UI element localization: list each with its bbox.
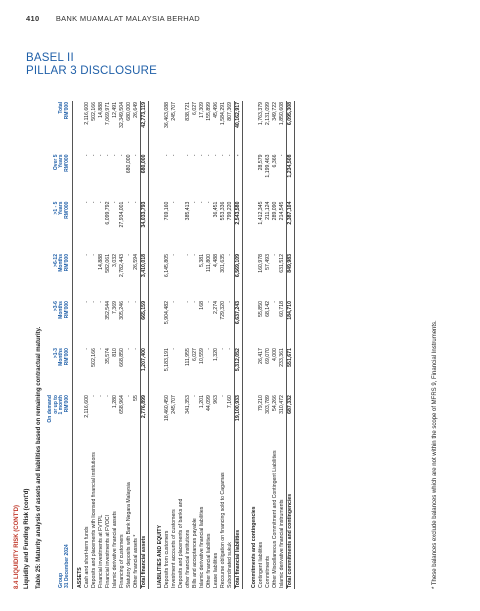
table-cell: - [98, 395, 105, 397]
table-cell [153, 394, 164, 449]
table-row [84, 101, 91, 589]
table-cell: 68,142 [265, 301, 272, 317]
table-cell: - [192, 301, 199, 303]
table-cell: 35,574 [105, 348, 112, 364]
table-cell: 2,116,600 [84, 102, 91, 125]
row-label: other financial institutions [185, 529, 192, 588]
table-cell: - [279, 154, 286, 157]
table-cell: - [91, 201, 98, 204]
table-cell: - [213, 154, 220, 157]
table-row [126, 101, 133, 589]
table-cell: 26,594 [133, 254, 140, 270]
table-cell [73, 253, 85, 300]
column-header: >1 - 5 Years RM'000 [48, 201, 73, 253]
table-cell: 2,387,104 [287, 201, 295, 253]
table-cell: 502,166 [91, 102, 98, 121]
section-heading: 8.4 LIQUIDITY RISK (CONT'D) [14, 505, 20, 589]
row-label: Contingent liabilities [258, 541, 265, 588]
table-row [73, 101, 85, 589]
table-cell: - [133, 348, 140, 350]
title-line-2: PILLAR 3 DISCLOSURE [26, 65, 157, 77]
table-cell: 849,983 [287, 253, 295, 300]
table-cell: 5,904,482 [164, 301, 171, 325]
table-cell [178, 300, 185, 347]
table-row [171, 101, 178, 589]
table-cell: 168 [199, 301, 206, 310]
row-label: Recourse obligation on financing sold to Cagamas [220, 472, 227, 588]
table-cell: 2,782,443 [119, 254, 126, 278]
table-cell [153, 300, 164, 347]
table-cell: - [227, 301, 234, 303]
maturity-table [48, 101, 295, 589]
table-cell: 1,280 [112, 395, 119, 409]
table-cell: 352,544 [105, 301, 112, 320]
table-cell: 680,000 [126, 154, 133, 174]
table-cell: 301,635 [220, 254, 227, 273]
table-cell: - [119, 154, 126, 157]
table-cell [247, 253, 258, 300]
column-header: >6-12 Months RM'000 [48, 253, 73, 300]
table-cell [153, 101, 164, 154]
table-row [213, 101, 220, 589]
table-cell: 1,201 [199, 395, 206, 409]
table-cell: 2,274 [213, 301, 220, 315]
table-cell: - [206, 348, 213, 350]
table-cell: - [220, 348, 227, 350]
table-cell: 2,131,099 [265, 102, 272, 126]
footnote: * These balances exclude balances which are not within the scope of MFRS 9, Financial Instruments. [432, 320, 438, 589]
document-title [26, 52, 157, 78]
table-cell: - [171, 154, 178, 157]
row-label: Commitments [265, 556, 272, 588]
table-cell: - [220, 154, 227, 157]
table-row [206, 101, 213, 589]
table-cell: - [84, 348, 91, 350]
table-cell [153, 253, 164, 300]
table-row [178, 101, 185, 589]
column-header: >1-3 Months RM'000 [48, 347, 73, 394]
table-cell: 7,369 [112, 301, 119, 315]
table-cell: 680,000 [126, 102, 133, 121]
table-cell: 45,496 [213, 102, 220, 118]
table-cell: - [133, 201, 140, 204]
table-cell: 658,964 [119, 395, 126, 414]
table-cell: - [112, 154, 119, 157]
table-row [185, 101, 192, 589]
table-cell: 5,183,191 [164, 348, 171, 372]
table-cell: 55 [133, 395, 140, 401]
table-cell [73, 300, 85, 347]
table-cell: 3,410,018 [141, 253, 149, 300]
table-cell: 1,199,463 [265, 154, 272, 178]
table-cell: - [206, 154, 213, 157]
table-row [91, 101, 98, 589]
table-cell: 341,353 [185, 395, 192, 414]
table-cell: - [126, 201, 133, 204]
table-cell [153, 347, 164, 394]
table-body [73, 101, 295, 589]
column-header: >3-6 Months RM'000 [48, 300, 73, 347]
table-cell: - [98, 154, 105, 157]
table-cell: 6,145,805 [164, 254, 171, 278]
table-cell: 245,707 [171, 102, 178, 121]
row-label: Statutory deposits with Bank Negara Malaysia [126, 482, 133, 588]
table-cell: 2,543,580 [235, 201, 243, 253]
table-cell: 44,099 [206, 395, 213, 411]
table-row [220, 101, 227, 589]
table-cell: 551,671 [287, 347, 295, 394]
table-cell: - [272, 254, 279, 256]
table-cell: 7,160 [227, 395, 234, 409]
table-cell: 26,649 [133, 102, 140, 118]
row-label: Cash and short-term funds [84, 526, 91, 588]
title-line-1: BASEL II [26, 52, 74, 64]
table-cell [247, 154, 258, 201]
page-number: 410 [26, 14, 40, 23]
table-row [153, 101, 164, 589]
table-cell: 1,850,608 [279, 102, 286, 126]
table-cell: 79,210 [258, 395, 265, 411]
table-cell: 19,100,933 [235, 394, 243, 449]
table-row [279, 101, 287, 589]
row-label: Other financial liabilities [206, 533, 213, 588]
table-cell: 6,637,243 [235, 300, 243, 347]
table-cell: - [98, 201, 105, 204]
table-cell [73, 201, 85, 253]
table-cell: 310,472 [279, 395, 286, 414]
row-label: Financial investments at FVOCI [105, 515, 112, 588]
table-row [192, 101, 199, 589]
table-cell [73, 101, 85, 154]
table-cell: 665,159 [141, 300, 149, 347]
table-title: Table 25: Maturity analysis of assets and liabilities based on remaining contractual maturity. [36, 326, 42, 589]
table-cell: - [185, 154, 192, 157]
table-cell: - [192, 154, 199, 157]
table-cell: - [84, 154, 91, 157]
table-cell: - [84, 201, 91, 204]
table-cell: - [272, 301, 279, 303]
table-cell: 184,710 [287, 300, 295, 347]
table-cell: 4,000 [272, 348, 279, 362]
table-cell: 3,032 [112, 254, 119, 267]
row-label: Lease liabilities [213, 552, 220, 588]
table-cell: 26,417 [258, 348, 265, 364]
table-cell: 111,955 [185, 348, 192, 367]
table-cell [153, 154, 164, 201]
table-cell: - [171, 201, 178, 204]
column-header: Group 31 December 2024 [48, 449, 73, 589]
table-row [164, 101, 171, 589]
table-cell [178, 201, 185, 253]
table-cell: 1,234,508 [287, 154, 295, 201]
table-cell: 838,721 [185, 102, 192, 121]
row-label: Financing of customers [119, 534, 126, 588]
table-row [133, 101, 141, 589]
table-row [272, 101, 279, 589]
table-cell: - [164, 154, 171, 157]
table-cell: 12,491 [112, 102, 119, 118]
table-cell [73, 154, 85, 201]
table-cell: 1,207,400 [141, 347, 149, 394]
table-cell: 7,069,971 [105, 102, 112, 126]
table-cell: 54,266 [272, 395, 279, 411]
row-label: LIABILITIES AND EQUITY [157, 525, 164, 588]
table-cell: 233,361 [279, 348, 286, 367]
table-cell: 6,099,792 [105, 201, 112, 225]
table-cell: - [185, 301, 192, 303]
table-cell: 160,978 [258, 254, 265, 273]
table-cell: 553,336 [220, 201, 227, 221]
table-cell: 245,707 [171, 395, 178, 414]
table-cell [247, 300, 258, 347]
section-subheading: Liquidity and Funding Risk (cont'd) [24, 488, 30, 589]
table-cell: 17,309 [199, 102, 206, 118]
row-label: Total financial liabilities [235, 449, 243, 589]
table-cell: - [171, 254, 178, 256]
table-cell: - [199, 201, 206, 204]
table-cell: 1,320 [213, 348, 220, 362]
column-header: Total RM'000 [48, 101, 73, 154]
table-cell: 57,493 [265, 254, 272, 270]
table-row [265, 101, 272, 589]
table-cell: 1,584,291 [220, 102, 227, 126]
table-row [235, 101, 243, 589]
table-cell: 6,569,109 [235, 253, 243, 300]
row-label: Islamic derivative financial instruments [279, 499, 286, 588]
table-cell: 14,888 [98, 102, 105, 118]
table-cell: - [220, 395, 227, 397]
table-cell [247, 101, 258, 154]
table-cell: 55,850 [258, 301, 265, 317]
table-cell [247, 394, 258, 449]
table-cell: - [199, 154, 206, 157]
table-cell: 680,000 [141, 154, 149, 201]
table-row [141, 101, 149, 589]
row-label: Total commitments and contingencies [287, 449, 295, 589]
table-cell [73, 394, 85, 449]
table-cell: 32,349,504 [119, 102, 126, 128]
table-cell: 6,027 [192, 348, 199, 362]
row-label: Other Miscellaneous Commitment and Contingent Liabilities [272, 450, 279, 588]
row-label: Subordinated sukuk [227, 542, 234, 588]
row-label: Islamic derivative financial assets [112, 511, 119, 588]
table-cell: 10,559 [199, 348, 206, 364]
table-cell: 963 [213, 395, 220, 404]
table-cell: 799,220 [227, 201, 234, 221]
table-cell: 2,116,600 [84, 395, 91, 418]
row-label: Other financial assets * [133, 534, 140, 588]
table-cell: 631,512 [279, 254, 286, 273]
row-label: Commitments and contingencies [251, 506, 258, 588]
table-cell [178, 253, 185, 300]
table-cell: - [98, 301, 105, 303]
table-cell: 289,090 [272, 201, 279, 221]
table-cell [178, 347, 185, 394]
row-label: Islamic derivative financial liabilities [199, 506, 206, 588]
table-cell: - [126, 254, 133, 256]
table-cell [178, 154, 185, 201]
table-cell: 214,545 [279, 201, 286, 221]
table-cell: - [192, 395, 199, 397]
table-cell [178, 394, 185, 449]
table-cell: 34,033,793 [141, 201, 149, 253]
table-cell: 349,722 [272, 102, 279, 121]
table-cell: 42,773,119 [141, 101, 149, 154]
table-cell: 668,850 [119, 348, 126, 367]
table-row [105, 101, 112, 589]
row-label: Deposits and placements of banks and [178, 498, 185, 588]
table-cell: - [192, 201, 199, 204]
table-cell: 303,789 [265, 395, 272, 414]
table-cell: - [98, 348, 105, 350]
table-cell: - [126, 348, 133, 350]
table-cell: - [91, 301, 98, 303]
table-cell [178, 101, 185, 154]
table-cell [153, 201, 164, 253]
table-cell: - [91, 254, 98, 256]
table-cell: - [227, 254, 234, 256]
table-cell: 1,412,345 [258, 201, 265, 225]
row-label: Bills and acceptances payable [192, 518, 199, 588]
table-cell: - [171, 348, 178, 350]
table-cell [73, 347, 85, 394]
table-cell: - [227, 348, 234, 350]
table-cell: 4,488 [213, 254, 220, 267]
table-cell [247, 201, 258, 253]
table-header-row [48, 101, 73, 589]
column-header: Over 5 Years RM'000 [48, 154, 73, 201]
rotated-table-area [14, 95, 454, 595]
table-cell: - [126, 301, 133, 303]
table-cell: 36,451 [213, 201, 220, 218]
table-cell: 810 [112, 348, 119, 357]
table-cell: 729,320 [220, 301, 227, 320]
row-label: Deposits and placements with licensed financial institutions [91, 452, 98, 588]
table-cell: - [171, 301, 178, 303]
table-cell: 687,332 [287, 394, 295, 449]
table-cell: 111,800 [206, 254, 213, 272]
table-cell: 27,934,001 [119, 201, 126, 228]
table-cell: 5,312,052 [235, 347, 243, 394]
table-cell: 14,888 [98, 254, 105, 270]
table-cell: 155,899 [206, 102, 213, 121]
table-cell: 6,095,308 [287, 101, 295, 154]
table-cell: - [133, 154, 140, 157]
table-row [287, 101, 295, 589]
table-cell: 385,413 [185, 201, 192, 221]
table-cell: - [235, 154, 243, 201]
table-cell: 28,579 [258, 154, 265, 171]
table-cell: - [112, 201, 119, 204]
table-cell: - [105, 395, 112, 397]
table-row [119, 101, 126, 589]
table-cell: - [91, 154, 98, 157]
table-cell: 69,070 [265, 348, 272, 364]
table-row [98, 101, 105, 589]
table-cell: 769,160 [164, 201, 171, 221]
table-cell: 36,463,088 [164, 102, 171, 128]
table-cell: - [84, 301, 91, 303]
table-cell: 211,124 [265, 201, 272, 220]
table-cell: - [185, 254, 192, 256]
table-cell: 6,027 [192, 102, 199, 115]
row-label: ASSETS [77, 567, 84, 588]
table-cell: - [91, 395, 98, 397]
bank-name: BANK MUAMALAT MALAYSIA BERHAD [55, 14, 200, 23]
table-cell: - [126, 395, 133, 397]
table-row [112, 101, 119, 589]
table-cell: 807,369 [227, 102, 234, 121]
table-cell: 502,166 [91, 348, 98, 367]
table-cell: 305,246 [119, 301, 126, 320]
table-cell: 582,061 [105, 254, 112, 273]
table-cell: 1,763,379 [258, 102, 265, 126]
row-label: Deposits from customers [164, 530, 171, 588]
row-label: Investment accounts of customers [171, 509, 178, 588]
row-label: Total financial assets [141, 449, 149, 589]
table-cell: 18,460,450 [164, 395, 171, 422]
table-cell: 5,381 [199, 254, 206, 267]
page-header [26, 14, 200, 23]
table-cell [247, 347, 258, 394]
table-row [199, 101, 206, 589]
table-cell: - [105, 154, 112, 157]
table-cell: 40,162,917 [235, 101, 243, 154]
row-label: Financial investments at FVTPL [98, 514, 105, 588]
table-cell: - [192, 254, 199, 256]
table-cell: - [227, 154, 234, 157]
table-cell: 2,776,899 [141, 394, 149, 449]
table-cell: - [206, 301, 213, 303]
table-cell: 60,718 [279, 301, 286, 317]
table-cell: - [206, 201, 213, 204]
table-cell: - [84, 254, 91, 256]
table-cell: - [133, 301, 140, 303]
table-row [247, 101, 258, 589]
table-row [227, 101, 235, 589]
table-cell: 6,366 [272, 154, 279, 168]
column-header: On demand or up to 1 month RM'000 [48, 394, 73, 449]
table-row [258, 101, 265, 589]
